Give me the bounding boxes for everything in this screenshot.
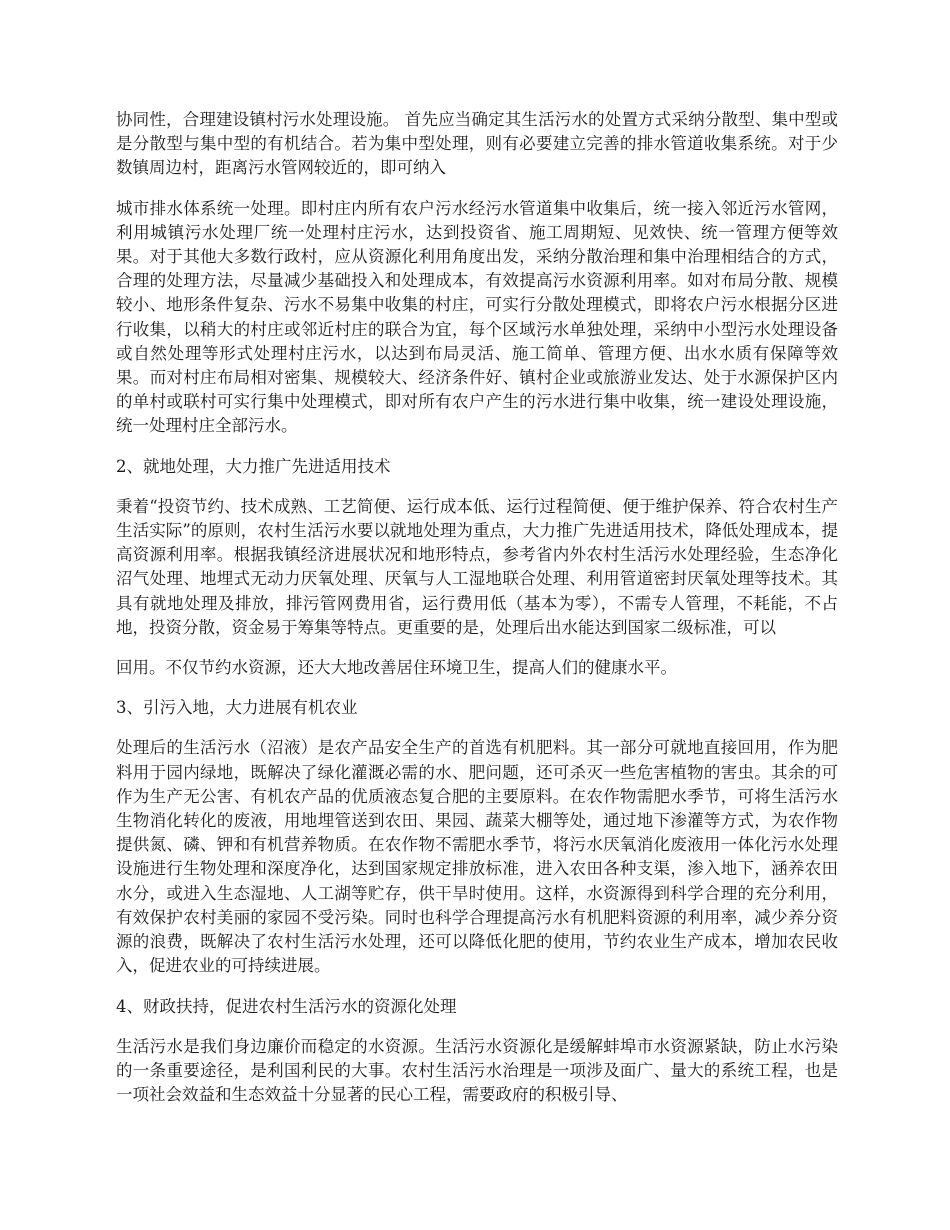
document-body [116, 108, 838, 1123]
paragraph-6: 生活污水是我们身边廉价而稳定的水资源。生活污水资源化是缓解蚌埠市水资源紧缺，防止水污染的一条重要途径，是利国利民的大事。农村生活污水治理是一项涉及面广、量大的系统工程，也是一项社会效益和生态效益十分显著的民心工程，需要政府的积极引导、 [116, 1036, 838, 1105]
paragraph-1: 协同性，合理建设镇村污水处理设施。 首先应当确定其生活污水的处置方式采纳分散型、集中型或是分散型与集中型的有机结合。若为集中型处理，则有必要建立完善的排水管道收集系统。对于少数镇周边村，距离污水管网较近的，即可纳入 [116, 110, 838, 178]
paragraph-3: 秉着“投资节约、技术成熟、工艺简便、运行成本低、运行过程简便、便于维护保养、符合农村生产生活实际”的原则，农村生活污水要以就地处理为重点，大力推广先进适用技术，降低处理成本，提高资源利用率。根据我镇经济进展状况和地形特点，参考省内外农村生活污水处理经验，生态净化沼气处理、地埋式无动力厌氧处理、厌氧与人工湿地联合处理、利用管道密封厌氧处理等技术。其具有就地处理及排放，排污管网费用省，运行费用低（基本为零），不需专人管理，不耗能，不占地，投资分散，资金易于筹集等特点。更重要的是，处理后出水能达到国家二级标准，可以 [116, 496, 838, 637]
paragraph-5: 处理后的生活污水（沼液）是农产品安全生产的首选有机肥料。其一部分可就地直接回用，作为肥料用于园内绿地，既解决了绿化灌溉必需的水、肥问题，还可杀灭一些危害植物的害虫。其余的可作为生产无公害、有机农产品的优质液态复合肥的主要原料。在农作物需肥水季节，可将生活污水生物消化转化的废液，用地埋管送到农田、果园、蔬菜大棚等处，通过地下渗灌等方式，为农作物提供氮、磷、钾和有机营养物质。在农作物不需肥水季节，将污水厌氧消化废液用一体化污水处理设施进行生物处理和深度净化，达到国家规定排放标准，进入农田各种支渠，渗入地下，涵养农田水分，或进入生态湿地、人工湖等贮存，供干旱时使用。这样，水资源得到科学合理的充分利用，有效保护农村美丽的家园不受污染。同时也科学合理提高污水有机肥料资源的利用率，减少养分资源的浪费，既解决了农村生活污水处理，还可以降低化肥的使用，节约农业生产成本，增加农民收入，促进农业的可持续进展。 [116, 738, 838, 976]
section-heading-3: 3、引污入地，大力进展有机农业 [116, 698, 358, 718]
section-heading-4: 4、财政扶持，促进农村生活污水的资源化处理 [116, 996, 457, 1016]
section-heading-2: 2、就地处理，大力推广先进适用技术 [116, 456, 391, 476]
paragraph-2: 城市排水体系统一处理。即村庄内所有农户污水经污水管道集中收集后，统一接入邻近污水管网，利用城镇污水处理厂统一处理村庄污水，达到投资省、施工周期短、见效快、统一管理方便等效果。对于其他大多数行政村，应从资源化利用角度出发，采纳分散治理和集中治理相结合的方式，合理的处理方法，尽量减少基础投入和处理成本，有效提高污水资源利用率。如对布局分散、规模较小、地形条件复杂、污水不易集中收集的村庄，可实行分散处理模式，即将农户污水根据分区进行收集，以稍大的村庄或邻近村庄的联合为宜，每个区域污水单独处理，采纳中小型污水处理设备或自然处理等形式处理村庄污水，以达到布局灵活、施工简单、管理方便、出水水质有保障等效果。而对村庄布局相对密集、规模较大、经济条件好、镇村企业或旅游业发达、处于水源保护区内的单村或联村可实行集中处理模式，即对所有农户产生的污水进行集中收集，统一建设处理设施，统一处理村庄全部污水。 [116, 198, 838, 436]
paragraph-4: 回用。不仅节约水资源，还大大地改善居住环境卫生，提高人们的健康水平。 [116, 658, 677, 678]
